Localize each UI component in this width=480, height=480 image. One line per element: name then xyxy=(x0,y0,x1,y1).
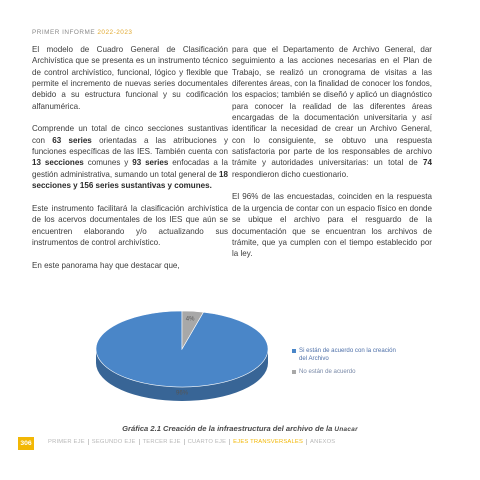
left-paragraph-3: Este instrumento facilitará la clasificación archivística de los acervos documentales de los IES que aún se encuentren elaborando y/o actualizando sus instrumentos de control archivístico. xyxy=(32,203,228,247)
right-paragraph-1 xyxy=(232,44,432,180)
left-paragraph-4: En este panorama hay que destacar que, xyxy=(32,260,180,270)
left-column xyxy=(32,44,228,282)
legend-item-yes xyxy=(292,347,402,363)
header-year: 2022-2023 xyxy=(97,29,133,36)
left-paragraph-1: El modelo de Cuadro General de Clasificación Archivística que se presenta es un instrumento técnico de control archivístico, funcional, lógico y flexible que permite el incremento de nuevas series documentales debido a su estructura funcional y su codificación alfanumérica. xyxy=(32,45,228,111)
legend-label-yes: Si están de acuerdo con la creación del Archivo xyxy=(299,347,396,362)
right-column xyxy=(232,44,432,271)
footer-nav-item[interactable]: ANEXOS xyxy=(306,439,338,445)
legend-item-no xyxy=(292,368,402,376)
bold-run: 93 series xyxy=(132,158,169,168)
bold-run: 13 secciones xyxy=(32,158,84,168)
text-run: comunes y xyxy=(83,158,133,168)
footer-nav-item[interactable]: TERCER EJE xyxy=(139,439,184,445)
text-run: enfocadas a la gestión administrativa, sumando un total general de xyxy=(32,158,228,179)
chart-caption xyxy=(0,424,480,433)
text-run: orientadas a las atribuciones y funciones específicas de las IES. También cuenta con xyxy=(32,135,228,157)
footer-nav-item[interactable]: EJES TRANSVERSALES xyxy=(229,439,306,445)
pie-chart-svg xyxy=(92,307,292,411)
page-number: 306 xyxy=(18,437,34,450)
caption-smallcaps: Unacar xyxy=(334,426,358,433)
footer xyxy=(0,436,480,452)
pie-label-no: 4% xyxy=(185,316,195,323)
bold-run: 63 series xyxy=(52,135,92,145)
bold-run: 74 xyxy=(423,158,432,168)
footer-nav-item[interactable]: CUARTO EJE xyxy=(184,439,230,445)
legend-swatch-yes xyxy=(292,349,296,353)
pie-chart xyxy=(92,307,292,411)
footer-navigation xyxy=(48,439,338,445)
bold-run: 18 secciones y 156 series sustantivas y comunes. xyxy=(32,169,228,191)
legend-label-no: No están de acuerdo xyxy=(299,368,356,375)
right-paragraph-2: El 96% de las encuestadas, coinciden en la respuesta de la urgencia de contar con un espacio físico en donde se ubique el archivo para el resguardo de la documentación que se encuentran los archivos de trámite, que ya cumplen con el tiempo establecido por la ley. xyxy=(232,192,432,259)
text-run: Comprende un total de cinco secciones sustantivas con xyxy=(32,124,228,145)
header-prefix: PRIMER INFORME xyxy=(32,29,98,36)
footer-nav-item[interactable]: PRIMER EJE xyxy=(48,439,85,445)
left-paragraph-2 xyxy=(32,123,228,191)
text-run: respondieron dicho cuestionario. xyxy=(232,169,349,179)
legend-swatch-no xyxy=(292,370,296,374)
chart-legend xyxy=(292,347,402,381)
pie-label-yes: 96% xyxy=(175,390,189,397)
footer-nav-item[interactable]: SEGUNDO EJE xyxy=(88,439,139,445)
text-run: para que el Departamento de Archivo General, dar seguimiento a las acciones necesarias en el Plan de Trabajo, se realizó un cronograma de visitas a las diferentes áreas, con la finalidad de conocer los fondos, los espacios; también se diseñó y aplicó un diagnóstico para conocer la realidad de las diferentes áreas encargadas de la documentación universitaria y así identificar la necesidad de crear un Archivo General, con lo consiguiente, se obtuvo una respuesta satisfactoria por parte de los responsables de archivo trámite y autoridades universitarias: un total de xyxy=(232,45,432,168)
caption-main: Gráfica 2.1 Creación de la infraestructura del archivo de la xyxy=(122,424,335,433)
running-header xyxy=(32,29,132,36)
